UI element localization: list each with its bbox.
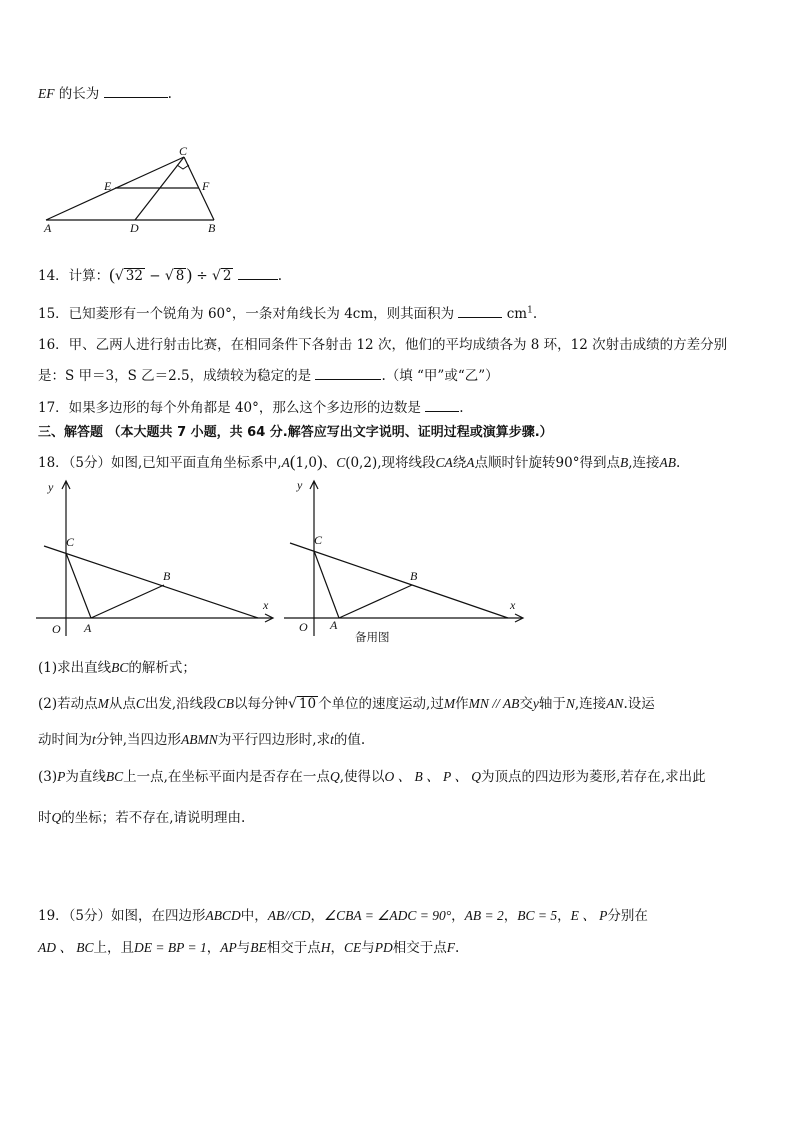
- q19-f2: F: [446, 940, 455, 955]
- fig18-label-B: B: [163, 569, 171, 583]
- q18-p3-b: 为直线: [65, 769, 106, 785]
- q14-radicand-1: 32: [125, 268, 143, 284]
- q19-angles: ∠CBA = ∠ADC = 90°: [324, 908, 452, 923]
- q18-figure-backup: [284, 476, 526, 646]
- q18-c-label: C: [336, 455, 346, 470]
- q19-l2e: ，: [330, 940, 344, 956]
- q19-l2a: 上，且: [93, 940, 134, 956]
- q18-p2-t: t: [92, 732, 96, 747]
- q18-head: 18．（5分）如图,已知平面直角坐标系中,: [38, 455, 282, 471]
- q18-p2-t2: t: [330, 732, 334, 747]
- q16-line-1: 16．甲、乙两人进行射击比赛，在相同条件下各射击 12 次，他们的平均成绩各为 8 环，12 次射击成绩的方差分别: [38, 337, 728, 353]
- q19-a: 19．（5分）如图，在四边形: [38, 908, 206, 924]
- q18-a-open: (: [289, 452, 296, 471]
- q17-answer-blank[interactable]: [425, 399, 459, 412]
- q18-p3-l2a: 时: [38, 810, 52, 826]
- q19-ce: CE: [343, 940, 362, 955]
- q18-end: .: [676, 455, 681, 471]
- section-3-title: 三、解答题: [38, 425, 104, 440]
- q19-l2h: .: [454, 940, 460, 956]
- q18-p2-CB: CB: [216, 696, 234, 711]
- q19-debp: DE = BP = 1: [134, 940, 207, 955]
- q18-part1: [38, 656, 196, 676]
- q18-part3-line1: [38, 765, 706, 785]
- q13-line: [38, 82, 172, 102]
- q18-p3-d: ,使得以: [339, 769, 385, 785]
- q19-l2d: 相交于点: [266, 940, 321, 956]
- q18-p2-AN: AN: [606, 696, 624, 711]
- q17-text: 17．如果多边形的每个外角都是 40°，那么这个多边形的边数是: [38, 400, 421, 416]
- fig18b-label-O: O: [299, 620, 308, 634]
- q14-div: ÷: [192, 268, 212, 284]
- q18-p3-BC: BC: [105, 769, 124, 784]
- q14-answer-blank[interactable]: [238, 267, 278, 280]
- q18-part2-line2: [38, 728, 365, 748]
- q19-ep: E 、 P: [570, 908, 608, 923]
- q19-d: ，: [451, 908, 465, 924]
- q18-p2-c: 出发,沿线段: [144, 696, 217, 712]
- q18-p2-C: C: [135, 696, 145, 711]
- q19-pd: PD: [374, 940, 393, 955]
- q18-p2-e: 个单位的速度运动,过: [318, 696, 444, 712]
- fig18b-label-C: C: [314, 533, 323, 547]
- q19-l2c: 与: [236, 940, 251, 956]
- q16-line2-text: 是：S 甲＝3，S 乙＝2.5，成绩较为稳定的是: [38, 368, 312, 384]
- q18-tail4: ,连接: [628, 455, 660, 471]
- q14-line: [38, 264, 282, 285]
- q19-h: H: [320, 940, 331, 955]
- q19-line-2: [38, 936, 459, 956]
- q14-minus: −: [144, 268, 165, 284]
- q13-answer-blank[interactable]: [104, 85, 168, 98]
- q19-par: AB//CD: [267, 908, 311, 923]
- q18-part2-line1: [38, 692, 655, 712]
- q19-f: ，: [557, 908, 571, 924]
- q18-line: [38, 451, 680, 472]
- q18-a-label: A: [281, 455, 290, 470]
- q18-a-coord: 1,0: [295, 455, 318, 471]
- q18-p2-rad: 10: [298, 696, 317, 712]
- q18-p2-N: N: [565, 696, 575, 711]
- q15-unit: cm: [506, 306, 528, 322]
- fig18-label-y: y: [48, 480, 54, 494]
- section-3-heading: [38, 421, 553, 440]
- q14-number: 14．计算：: [38, 268, 110, 284]
- section-3-desc: （本大题共 7 小题，共 64 分.解答应写出文字说明、证明过程或演算步骤.）: [107, 425, 553, 440]
- q16-line2-end: .（填 “甲”或“乙”）: [381, 368, 499, 384]
- fig18-label-O: O: [52, 622, 61, 636]
- fig13-label-E: E: [104, 179, 112, 193]
- q18-p2-ABMN: ABMN: [181, 732, 218, 747]
- q19-c: ，: [310, 908, 325, 924]
- q19-l2b: ，: [206, 940, 221, 956]
- q19-ad: AD 、 BC: [38, 940, 94, 955]
- q18-p2-M: M: [97, 696, 109, 711]
- q18-p2-l2d: 的值.: [333, 732, 366, 748]
- q19-bc: BC = 5: [517, 908, 558, 923]
- q14-radicand-2: 8: [175, 268, 185, 284]
- q18-p3-e: 为顶点的四边形为菱形,若存在,求出此: [480, 769, 706, 785]
- fig13-label-C: C: [179, 145, 188, 158]
- q18-figure-main: [36, 476, 276, 638]
- q18-seg: CA: [435, 455, 453, 470]
- q18-a-close: ): [317, 452, 323, 471]
- q19-b: 中，: [240, 908, 268, 924]
- q18-p2-j: .设运: [623, 696, 655, 712]
- q13-prefix: EF: [38, 86, 55, 101]
- q18-p3-Q2: Q: [51, 810, 62, 825]
- q18-p1-b: BC: [111, 660, 129, 675]
- q19-line-1: [38, 904, 648, 924]
- q18-p2-a: (2)若动点: [38, 696, 98, 712]
- q15-sup: 1: [527, 305, 533, 316]
- q18-ptb: B: [619, 455, 629, 470]
- q18-p1-c: 的解析式；: [128, 660, 196, 676]
- q15-answer-blank[interactable]: [458, 305, 502, 318]
- q18-part3-line2: [38, 806, 245, 826]
- fig13-label-A: A: [44, 221, 52, 235]
- q18-p2-i: ,连接: [574, 696, 607, 712]
- q18-p2-h: 轴于: [538, 696, 566, 712]
- fig18-label-A: A: [84, 621, 92, 635]
- sqrt-icon: √: [287, 696, 297, 712]
- q14-open-paren: (: [109, 265, 115, 284]
- q18-p3-l2b: 的坐标；若不存在,请说明理由.: [61, 810, 246, 826]
- q18-p3-a: (3): [38, 769, 58, 785]
- q18-p2-l2a: 动时间为: [38, 732, 92, 748]
- q18-p2-g: 交: [519, 696, 533, 712]
- q18-p3-P: P: [57, 769, 66, 784]
- sqrt-icon: √: [114, 268, 124, 284]
- fig13-label-F: F: [202, 179, 210, 193]
- q13-end: .: [167, 86, 172, 102]
- q14-close-paren: ): [186, 265, 193, 284]
- fig18b-label-y: y: [297, 478, 303, 492]
- q16-line-2: [38, 364, 499, 384]
- q18-p2-l2c: 为平行四边形时,求: [217, 732, 331, 748]
- fig18-label-x: x: [263, 598, 269, 612]
- q18-c-coord: (0,2): [345, 455, 378, 471]
- q17-line: [38, 396, 464, 416]
- q16-answer-blank[interactable]: [315, 367, 381, 380]
- q18-p3-c: 上一点,在坐标平面内是否存在一点: [123, 769, 330, 785]
- q15-text: 15．已知菱形有一个锐角为 60°，一条对角线长为 4cm，则其面积为: [38, 306, 455, 322]
- q14-end: .: [277, 268, 283, 284]
- q19-e: ，: [503, 908, 518, 924]
- q18-tail2: 绕: [452, 455, 467, 471]
- q18-segab: AB: [659, 455, 677, 470]
- q14-radicand-3: 2: [222, 268, 232, 284]
- q18-p2-y: y: [532, 696, 539, 711]
- fig18-caption: 备用图: [355, 630, 390, 644]
- q18-sep: 、: [322, 455, 337, 471]
- sqrt-icon: √: [164, 268, 174, 284]
- q15-end: .: [532, 306, 538, 322]
- q18-tail3: 点顺时针旋转90°得到点: [474, 455, 620, 471]
- q18-p1-a: (1)求出直线: [38, 660, 112, 676]
- fig18b-label-B: B: [410, 569, 418, 583]
- q19-g: 分别在: [607, 908, 648, 924]
- q18-p2-l2b: 分钟,当四边形: [95, 732, 182, 748]
- q18-p2-M2: M: [443, 696, 456, 711]
- q18-p2-f: 作: [455, 696, 469, 712]
- sqrt-icon: √: [211, 268, 221, 284]
- q18-tail: ,现将线段: [377, 455, 436, 471]
- fig18b-label-x: x: [510, 598, 516, 612]
- fig18-label-C: C: [66, 535, 75, 549]
- q18-p2-d: 以每分钟: [233, 696, 288, 712]
- fig13-label-D: D: [130, 221, 139, 235]
- q19-l2f: 与: [361, 940, 375, 956]
- q18-pt: A: [466, 455, 475, 470]
- q15-line: [38, 302, 537, 322]
- fig13-label-B: B: [208, 221, 216, 235]
- q18-p3-Q: Q: [329, 769, 340, 784]
- q19-ab: AB = 2: [464, 908, 504, 923]
- q18-p2-b: 从点: [108, 696, 136, 712]
- q18-p3-pts: O 、 B 、 P 、 Q: [384, 769, 481, 784]
- q19-l2g: 相交于点: [392, 940, 447, 956]
- q13-text: 的长为: [54, 86, 100, 102]
- q19-be: BE: [250, 940, 267, 955]
- fig18b-label-A: A: [330, 618, 338, 632]
- q13-figure: [38, 145, 238, 237]
- q17-end: .: [459, 400, 464, 416]
- q18-p2-MN: MN // AB: [468, 696, 520, 711]
- q19-abcd: ABCD: [205, 908, 241, 923]
- q19-ap: AP: [220, 940, 237, 955]
